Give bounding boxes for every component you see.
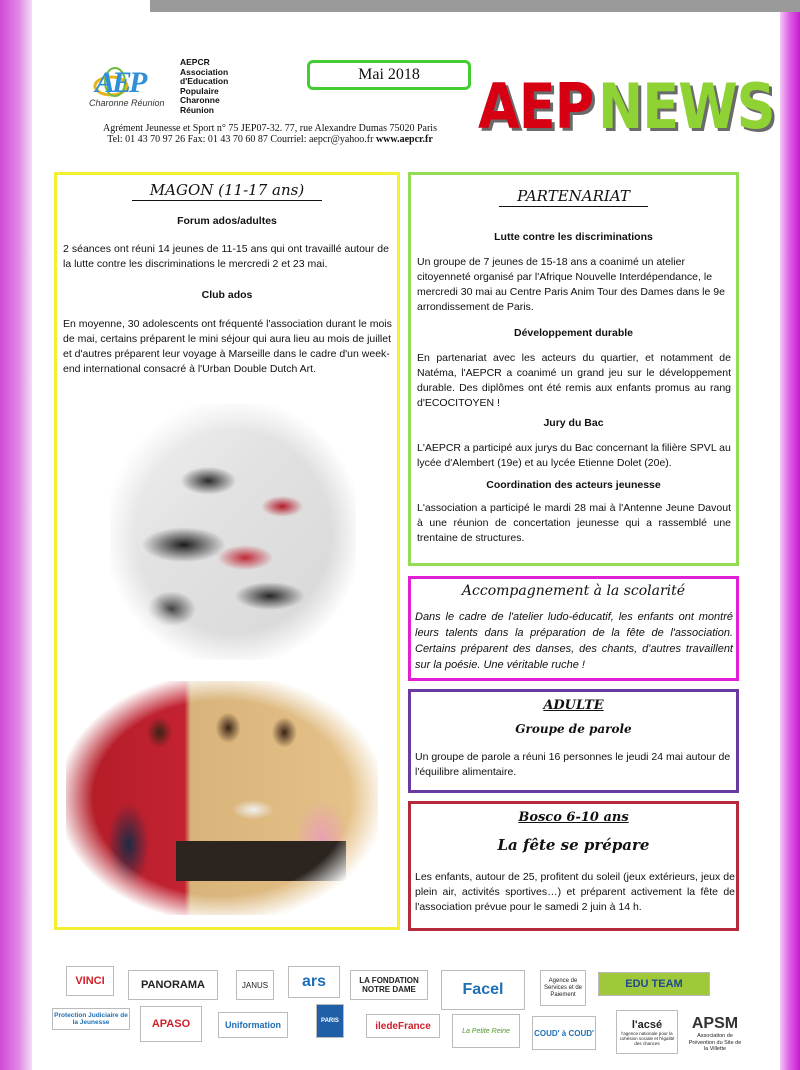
org-line: Association xyxy=(180,66,229,77)
contact-phone-text: Tel: 01 43 70 97 26 Fax: 01 43 70 60 87 Courriel: aepcr@yahoo.fr xyxy=(107,134,374,145)
partner-uniformation-logo xyxy=(218,1012,288,1038)
partner-agence-logo xyxy=(540,970,586,1006)
durable-heading: Développement durable xyxy=(513,327,634,339)
discrim-heading: Lutte contre les discriminations xyxy=(494,231,653,243)
partner-fondation-text: LA FONDATION NOTRE DAME xyxy=(359,976,419,994)
partner-apsm-logo xyxy=(686,1000,744,1068)
partner-apaso-logo xyxy=(140,1006,202,1042)
bac-text: L'AEPCR a participé aux jurys du Bac concernant la filière SPVL au lycée d'Alembert (19e) et au lycée Etienne Dolet (20e). xyxy=(417,442,731,469)
partner-panorama-text: PANORAMA xyxy=(141,979,205,991)
partenariat-title-text: PARTENARIAT xyxy=(499,187,648,207)
partner-janus-text: JANUS xyxy=(241,980,269,990)
photo-table xyxy=(176,841,346,881)
partner-reine-logo xyxy=(452,1014,520,1048)
bosco-section xyxy=(408,801,739,931)
partner-reine-text: La Petite Reine xyxy=(462,1027,510,1035)
adulte-section xyxy=(408,689,739,793)
partner-paris-logo xyxy=(316,1004,344,1038)
partner-coud-logo xyxy=(532,1016,596,1050)
website-link[interactable]: www.aepcr.fr xyxy=(375,134,433,145)
logo-subtitle: Charonne Réunion xyxy=(89,98,165,108)
magon-title xyxy=(57,181,397,201)
partner-panorama-logo xyxy=(128,970,218,1000)
page-edge-top xyxy=(150,0,800,12)
partner-team-text: EDU TEAM xyxy=(625,978,683,990)
partner-vinci-text: VINCI xyxy=(75,975,105,987)
partner-janus-logo xyxy=(236,970,274,1000)
durable-text: En partenariat avec les acteurs du quartier, et notamment de Natéma, l'AEPCR a coanimé un grand jeu sur le développement durable. Des diplômes ont été remis aux enfants promus au rang d'ECOCITOYEN ! xyxy=(417,352,731,409)
adulte-subtitle: Groupe de parole xyxy=(515,722,632,736)
partner-acse-subtext: l'agence nationale pour la cohésion sociale et l'égalité des chances xyxy=(619,1030,675,1046)
contact-phones xyxy=(60,134,480,145)
partner-acse-logo xyxy=(616,1010,678,1054)
partner-ars-text: ars xyxy=(301,973,327,990)
coord-heading: Coordination des acteurs jeunesse xyxy=(486,479,661,491)
org-line: d'Education xyxy=(180,76,229,86)
partner-facel-text: Facel xyxy=(462,981,504,998)
partner-apsm-text: APSM xyxy=(691,1015,739,1033)
contact-info xyxy=(60,123,480,145)
org-line: AEPCR xyxy=(180,57,210,67)
org-line: Charonne xyxy=(180,95,220,105)
coord-text: L'association a participé le mardi 28 mai à l'Antenne Jeune Davout à une réunion de concertation jeunesse qui a rassemblé une trentaine de structures. xyxy=(417,502,731,544)
partner-vinci-logo xyxy=(66,966,114,996)
forum-text: 2 séances ont réuni 14 jeunes de 11-15 ans qui ont travaillé autour de la lutte contre les discriminations le mercredi 2 et 23 mai. xyxy=(63,243,389,270)
partner-pjj-logo xyxy=(52,1008,130,1030)
partenariat-section xyxy=(408,172,739,566)
bosco-text: Les enfants, autour de 25, profitent du soleil (jeux extérieurs, jeux de plein air, activités sportives…) et préparent activement la fête de l'association prévue pour le samedi 2 juin à 14 h. xyxy=(415,871,735,913)
forum-heading: Forum ados/adultes xyxy=(177,215,277,227)
partner-agence-text: Agence de Services et de Paiement xyxy=(543,977,583,998)
partner-acse-text: l'acsé xyxy=(631,1018,663,1031)
partner-facel-logo xyxy=(441,970,525,1010)
partner-idf-text: iledeFrance xyxy=(375,1020,431,1032)
page-edge-left xyxy=(0,0,32,1070)
partner-fondation-logo xyxy=(350,970,428,1000)
partner-uniformation-text: Uniformation xyxy=(225,1019,281,1030)
partner-idf-logo xyxy=(366,1014,440,1038)
scolarite-title: Accompagnement à la scolarité xyxy=(461,583,686,599)
bosco-title: Bosco 6-10 ans xyxy=(518,810,629,825)
issue-date: Mai 2018 xyxy=(307,60,471,90)
partner-ars-logo xyxy=(288,966,340,998)
masthead-aep: AEP xyxy=(478,70,594,143)
photo-kids-cooking xyxy=(66,681,378,915)
bosco-subtitle: La fête se prépare xyxy=(497,836,650,854)
magon-title-text: MAGON (11-17 ans) xyxy=(132,181,322,201)
partner-paris-text: PARIS xyxy=(321,1017,339,1024)
partner-apaso-text: APASO xyxy=(151,1018,191,1030)
org-name xyxy=(180,58,228,115)
logo-letters: AEP xyxy=(95,66,145,99)
partner-team-logo xyxy=(598,972,710,996)
masthead xyxy=(478,70,775,145)
discrim-text: Un groupe de 7 jeunes de 15-18 ans a coanimé un atelier citoyenneté organisé par l'Afrique Nouvelle Interdépendance, le mercredi 30 mai au Centre Paris Anim Tour des Dames dans le 9e arrondissement de Paris. xyxy=(417,256,725,313)
club-text: En moyenne, 30 adolescents ont fréquenté l'association durant le mois de mai, certains préparent le mini séjour qui aura lieu au mois de juillet et d'autres préparent leur voyage à Marseille dans le cadre d'un week-end international consacré à l'Urban Double Dutch Art. xyxy=(63,318,392,375)
org-line: Réunion xyxy=(180,104,214,115)
photo-teens-mirror xyxy=(110,404,356,660)
contact-address: Agrément Jeunesse et Sport n° 75 JEP07-32. 77, rue Alexandre Dumas 75020 Paris xyxy=(103,123,437,134)
partner-pjj-text: Protection Judiciaire de la Jeunesse xyxy=(54,1012,128,1026)
club-heading: Club ados xyxy=(201,289,253,301)
partner-coud-text: COUD' à COUD' xyxy=(534,1028,594,1038)
scolarite-text: Dans le cadre de l'atelier ludo-éducatif, les enfants ont montré leurs talents dans la préparation de la fête de l'association. Certains préparent des danses, des chants, d'autres travaillent sur la poésie. Une véritable ruche ! xyxy=(415,611,733,671)
page-edge-right xyxy=(780,0,800,1070)
bac-heading: Jury du Bac xyxy=(543,417,604,429)
partner-apsm-subtext: Association de Prévention du Site de la Villette xyxy=(688,1033,742,1053)
scolarite-section xyxy=(408,576,739,681)
org-line: Populaire xyxy=(180,85,219,96)
masthead-news: NEWS xyxy=(598,70,775,143)
partenariat-title xyxy=(411,187,736,207)
adulte-text: Un groupe de parole a réuni 16 personnes le jeudi 24 mai autour de l'équilibre alimentaire. xyxy=(415,751,731,778)
adulte-title: ADULTE xyxy=(543,698,604,713)
